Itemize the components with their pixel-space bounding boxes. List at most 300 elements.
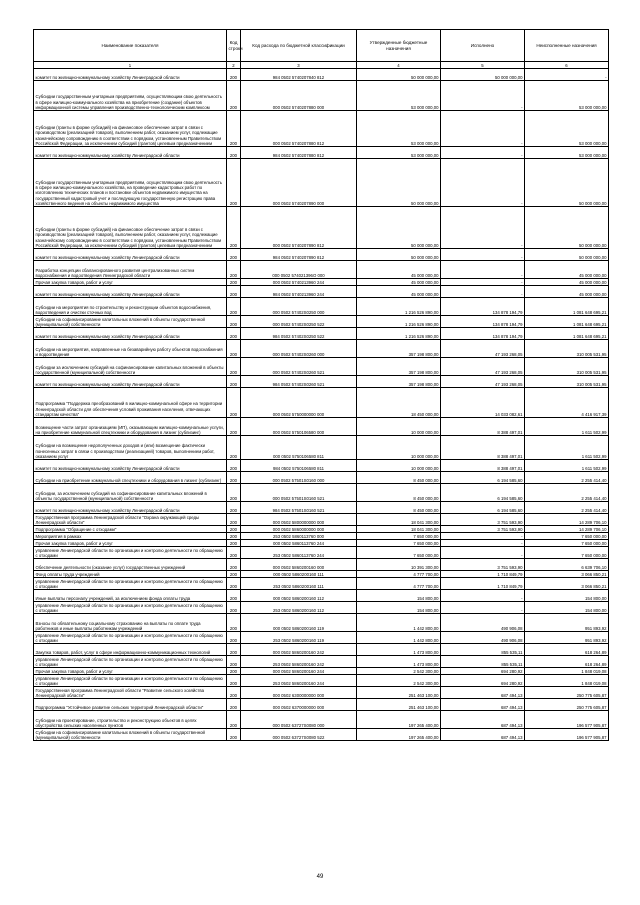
table-row bbox=[34, 69, 609, 81]
row-unexecuted: 1 848 019,08 bbox=[525, 668, 609, 675]
table-row bbox=[34, 578, 609, 590]
row-executed: - bbox=[441, 547, 525, 559]
row-executed: - bbox=[441, 159, 525, 207]
row-unexecuted: 6 639 706,10 bbox=[525, 559, 609, 571]
row-expense-code: 984 0502 5740207840 812 bbox=[241, 69, 357, 81]
header-approved: Утвержденные бюджетные назначения bbox=[357, 30, 441, 62]
table-row bbox=[34, 328, 609, 340]
row-unexecuted: 1 611 502,99 bbox=[525, 436, 609, 460]
row-expense-code: 000 0502 57402S0260 000 bbox=[241, 340, 357, 358]
row-name: комитет по жилищно-коммунальному хозяйству Ленинградской области bbox=[34, 460, 227, 472]
row-line-code: 200 bbox=[227, 632, 241, 644]
row-line-code: 200 bbox=[227, 358, 241, 376]
row-approved: 10 000 000,00 bbox=[357, 418, 441, 436]
row-executed: 8 388 497,01 bbox=[441, 460, 525, 472]
row-line-code: 200 bbox=[227, 261, 241, 279]
table-row bbox=[34, 559, 609, 571]
column-number-row bbox=[34, 62, 609, 69]
row-line-code: 200 bbox=[227, 675, 241, 687]
row-line-code: 200 bbox=[227, 590, 241, 602]
row-name: Субсидии, за исключением субсидий на софинансирование капитальных вложений в объекты государственной (муниципальной) собственности bbox=[34, 484, 227, 502]
table-row bbox=[34, 484, 609, 502]
row-approved: 50 000 000,00 bbox=[357, 159, 441, 207]
row-executed: - bbox=[441, 207, 525, 249]
row-line-code: 200 bbox=[227, 729, 241, 741]
table-row bbox=[34, 261, 609, 279]
row-name: Прочая закупка товаров, работ и услуг bbox=[34, 668, 227, 675]
row-unexecuted: 1 848 019,08 bbox=[525, 675, 609, 687]
row-unexecuted: 1 611 502,99 bbox=[525, 460, 609, 472]
row-unexecuted: 1 611 502,99 bbox=[525, 418, 609, 436]
row-approved: 1 442 800,00 bbox=[357, 614, 441, 632]
row-line-code: 200 bbox=[227, 316, 241, 328]
row-name: Субсидии за исключением субсидий на софинансирование капитальных вложений в объекты государственной (муниципальной) собственности bbox=[34, 358, 227, 376]
header-unexecuted: Неисполненные назначения bbox=[525, 30, 609, 62]
row-unexecuted: 7 650 000,00 bbox=[525, 547, 609, 559]
table-row bbox=[34, 249, 609, 261]
row-approved: 7 650 000,00 bbox=[357, 540, 441, 547]
row-name: Мероприятия в рамках bbox=[34, 533, 227, 540]
row-name: Подпрограмма "Поддержка преобразований в жилищно-коммунальной сфере на территории Ленинградской области для обеспечения условий проживания населения, отвечающих стандартам качества" bbox=[34, 388, 227, 418]
table-body bbox=[34, 69, 609, 741]
row-line-code: 200 bbox=[227, 526, 241, 533]
row-unexecuted: 196 577 905,87 bbox=[525, 711, 609, 729]
row-executed: 8 388 497,01 bbox=[441, 436, 525, 460]
row-line-code: 200 bbox=[227, 578, 241, 590]
row-expense-code: 000 0502 57402S0260 521 bbox=[241, 358, 357, 376]
table-row bbox=[34, 418, 609, 436]
row-expense-code: 000 0502 5860200160 112 bbox=[241, 590, 357, 602]
row-unexecuted: 310 005 531,95 bbox=[525, 340, 609, 358]
row-executed: - bbox=[441, 81, 525, 111]
row-approved: 7 650 000,00 bbox=[357, 547, 441, 559]
row-unexecuted: 310 005 531,95 bbox=[525, 358, 609, 376]
row-executed: 47 193 268,05 bbox=[441, 376, 525, 388]
row-name: комитет по жилищно-коммунальному хозяйству Ленинградской области bbox=[34, 328, 227, 340]
row-name: Субсидии государственным унитарным предприятиям, осуществляющим свою деятельность в сфере жилищно-коммунального хозяйства на приобретение (создание) объектов информационной системы управления производственно-технологическим комплексом bbox=[34, 81, 227, 111]
row-name: комитет по жилищно-коммунальному хозяйству Ленинградской области bbox=[34, 249, 227, 261]
row-expense-code: 000 0502 5860000000 000 bbox=[241, 526, 357, 533]
row-expense-code: 000 0502 5800000000 000 bbox=[241, 514, 357, 526]
table-row bbox=[34, 614, 609, 632]
row-line-code: 200 bbox=[227, 514, 241, 526]
row-executed: 134 878 194,79 bbox=[441, 316, 525, 328]
row-approved: 251 463 100,00 bbox=[357, 699, 441, 711]
row-name: Субсидии на мероприятия по строительству и реконструкции объектов водоснабжения, водоотведения и очистки сточных вод bbox=[34, 298, 227, 316]
row-name: Государственная программа Ленинградской области "Охрана окружающей среды Ленинградской области" bbox=[34, 514, 227, 526]
row-executed: 687 494,13 bbox=[441, 687, 525, 699]
row-expense-code: 984 0502 5740207880 812 bbox=[241, 147, 357, 159]
row-approved: 154 800,00 bbox=[357, 590, 441, 602]
row-name: управление Ленинградской области по организации и контролю деятельности по обращению с отходами bbox=[34, 632, 227, 644]
row-executed: 134 878 194,79 bbox=[441, 298, 525, 316]
row-unexecuted: 951 893,92 bbox=[525, 632, 609, 644]
table-row bbox=[34, 316, 609, 328]
table-row bbox=[34, 111, 609, 147]
row-name: Субсидии на мероприятия, направленные на безаварийную работу объектов водоснабжения и водоотведения bbox=[34, 340, 227, 358]
table-row bbox=[34, 656, 609, 668]
column-number: 3 bbox=[241, 62, 357, 69]
row-line-code: 200 bbox=[227, 460, 241, 472]
row-executed: - bbox=[441, 111, 525, 147]
row-expense-code: 000 0502 57402S0250 522 bbox=[241, 316, 357, 328]
row-approved: 18 041 300,00 bbox=[357, 514, 441, 526]
row-expense-code: 984 0502 5740207890 812 bbox=[241, 249, 357, 261]
row-line-code: 200 bbox=[227, 533, 241, 540]
row-line-code: 200 bbox=[227, 418, 241, 436]
row-name: Иные выплаты персоналу учреждений, за исключением фонда оплаты труда bbox=[34, 590, 227, 602]
row-name: Подпрограмма "Устойчивое развитие сельских территорий Ленинградской области" bbox=[34, 699, 227, 711]
row-name: Фонд оплаты труда учреждений bbox=[34, 571, 227, 578]
row-line-code: 200 bbox=[227, 69, 241, 81]
row-name: комитет по жилищно-коммунальному хозяйству Ленинградской области bbox=[34, 69, 227, 81]
table-row bbox=[34, 358, 609, 376]
row-expense-code: 000 0502 5750106580 811 bbox=[241, 436, 357, 460]
row-line-code: 200 bbox=[227, 602, 241, 614]
row-executed: 694 280,92 bbox=[441, 675, 525, 687]
row-executed: 1 710 849,79 bbox=[441, 578, 525, 590]
row-line-code: 200 bbox=[227, 571, 241, 578]
row-line-code: 200 bbox=[227, 279, 241, 286]
row-name: комитет по жилищно-коммунальному хозяйству Ленинградской области bbox=[34, 502, 227, 514]
row-expense-code: 000 0502 5860200160 000 bbox=[241, 559, 357, 571]
row-approved: 1 442 800,00 bbox=[357, 632, 441, 644]
row-name: Субсидии (гранты в форме субсидий) на финансовое обеспечение затрат в связи с производством (реализацией товаров), выполнением работ, оказанием услуг, подлежащие казначейскому сопровождению в соответствии с порядком, установленным Правительством Российской Федерации, за исключением субсидий (грантов) целевым предназначением bbox=[34, 111, 227, 147]
row-approved: 45 000 000,00 bbox=[357, 261, 441, 279]
row-name: Субсидии государственным унитарным предприятиям, осуществляющим свою деятельность в сфере жилищно-коммунального хозяйства, на проведение кадастровых работ по изготовлению технических планов и постановке объектов недвижимого имущества на государственный кадастровый учет и последующую государственную регистрацию права хозяйственного ведения на объекты недвижимого имущества bbox=[34, 159, 227, 207]
row-unexecuted: 3 066 850,21 bbox=[525, 571, 609, 578]
row-expense-code: 984 0502 57501S0160 521 bbox=[241, 502, 357, 514]
row-approved: 7 650 000,00 bbox=[357, 533, 441, 540]
table-row bbox=[34, 632, 609, 644]
row-unexecuted: 2 255 414,40 bbox=[525, 502, 609, 514]
row-approved: 45 000 000,00 bbox=[357, 279, 441, 286]
row-expense-code: 253 0502 5860200160 111 bbox=[241, 578, 357, 590]
row-line-code: 200 bbox=[227, 699, 241, 711]
table-row bbox=[34, 729, 609, 741]
row-name: Прочая закупка товаров, работ и услуг bbox=[34, 540, 227, 547]
row-executed: - bbox=[441, 249, 525, 261]
table-row bbox=[34, 711, 609, 729]
table-row bbox=[34, 540, 609, 547]
header-expense-code: Код расхода по бюджетной классификации bbox=[241, 30, 357, 62]
row-unexecuted: 154 800,00 bbox=[525, 602, 609, 614]
row-name: Разработка концепции сбалансированного развития централизованных систем водоснабжения и водоотведения Ленинградской области bbox=[34, 261, 227, 279]
row-approved: 1 473 800,00 bbox=[357, 644, 441, 656]
table-row bbox=[34, 526, 609, 533]
row-executed: - bbox=[441, 590, 525, 602]
row-name: управление Ленинградской области по организации и контролю деятельности по обращению с отходами bbox=[34, 602, 227, 614]
row-approved: 1 473 800,00 bbox=[357, 656, 441, 668]
row-unexecuted: 196 577 905,87 bbox=[525, 729, 609, 741]
row-executed: 687 494,13 bbox=[441, 729, 525, 741]
column-number: 1 bbox=[34, 62, 227, 69]
row-name: Субсидии на софинансирование капитальных вложений в объекты государственной (муниципальной) собственности bbox=[34, 729, 227, 741]
row-name: комитет по жилищно-коммунальному хозяйству Ленинградской области bbox=[34, 286, 227, 298]
row-line-code: 200 bbox=[227, 340, 241, 358]
row-approved: 197 265 400,00 bbox=[357, 711, 441, 729]
row-approved: 357 198 800,00 bbox=[357, 376, 441, 388]
table-row bbox=[34, 279, 609, 286]
row-unexecuted: 154 800,00 bbox=[525, 590, 609, 602]
row-approved: 18 041 300,00 bbox=[357, 526, 441, 533]
table-row bbox=[34, 590, 609, 602]
row-unexecuted: 50 000 000,00 bbox=[525, 249, 609, 261]
row-line-code: 200 bbox=[227, 559, 241, 571]
row-unexecuted: 7 650 000,00 bbox=[525, 533, 609, 540]
row-name: Субсидии на проектирование, строительство и реконструкцию объектов в целях обустройства сельских населенных пунктов bbox=[34, 711, 227, 729]
row-unexecuted: 45 000 000,00 bbox=[525, 261, 609, 279]
table-row bbox=[34, 602, 609, 614]
row-executed: 3 751 593,90 bbox=[441, 559, 525, 571]
table-row bbox=[34, 547, 609, 559]
row-unexecuted: 14 289 706,10 bbox=[525, 514, 609, 526]
row-line-code: 200 bbox=[227, 656, 241, 668]
row-approved: 8 450 000,00 bbox=[357, 502, 441, 514]
row-approved: 2 542 300,00 bbox=[357, 675, 441, 687]
row-unexecuted: 250 775 605,87 bbox=[525, 687, 609, 699]
row-line-code: 200 bbox=[227, 249, 241, 261]
row-executed: - bbox=[441, 261, 525, 279]
row-line-code: 200 bbox=[227, 614, 241, 632]
row-approved: 357 198 800,00 bbox=[357, 340, 441, 358]
row-executed: 1 710 849,79 bbox=[441, 571, 525, 578]
table-row bbox=[34, 388, 609, 418]
row-approved: 197 265 400,00 bbox=[357, 729, 441, 741]
row-unexecuted: 2 255 414,40 bbox=[525, 484, 609, 502]
row-name: Подпрограмма "Обращение с отходами" bbox=[34, 526, 227, 533]
row-expense-code: 000 0502 5740207880 000 bbox=[241, 81, 357, 111]
row-expense-code: 253 0502 5860200160 244 bbox=[241, 675, 357, 687]
row-executed: 490 906,08 bbox=[441, 632, 525, 644]
row-executed: 6 194 585,60 bbox=[441, 502, 525, 514]
row-expense-code: 984 0502 5750106580 811 bbox=[241, 460, 357, 472]
table-row bbox=[34, 298, 609, 316]
table-row bbox=[34, 668, 609, 675]
table-row bbox=[34, 502, 609, 514]
row-executed: - bbox=[441, 602, 525, 614]
row-expense-code: 000 0502 5860200160 111 bbox=[241, 571, 357, 578]
row-line-code: 200 bbox=[227, 111, 241, 147]
table-row bbox=[34, 147, 609, 159]
row-expense-code: 000 0502 5740213960 244 bbox=[241, 279, 357, 286]
row-approved: 8 450 000,00 bbox=[357, 484, 441, 502]
row-approved: 10 000 000,00 bbox=[357, 460, 441, 472]
row-expense-code: 000 0502 63727S0080 522 bbox=[241, 729, 357, 741]
row-executed: 687 494,13 bbox=[441, 699, 525, 711]
table-row bbox=[34, 514, 609, 526]
row-unexecuted: 45 000 000,00 bbox=[525, 279, 609, 286]
row-approved: 45 000 000,00 bbox=[357, 286, 441, 298]
row-expense-code: 253 0502 5860200160 242 bbox=[241, 656, 357, 668]
row-expense-code: 000 0502 5750000000 000 bbox=[241, 388, 357, 418]
row-executed: 134 878 194,79 bbox=[441, 328, 525, 340]
row-executed: 3 751 593,90 bbox=[441, 526, 525, 533]
row-expense-code: 000 0502 57501S0160 000 bbox=[241, 472, 357, 484]
row-name: Субсидии (гранты в форме субсидий) на финансовое обеспечение затрат в связи с производством (реализацией товаров), выполнением работ, оказанием услуг, подлежащие казначейскому сопровождению в соответствии с порядком, установленным Правительством Российской Федерации, за исключением субсидий (грантов) целевым предназначением bbox=[34, 207, 227, 249]
row-expense-code: 253 0502 5860113760 244 bbox=[241, 547, 357, 559]
table-row bbox=[34, 207, 609, 249]
row-approved: 251 463 100,00 bbox=[357, 687, 441, 699]
row-executed: - bbox=[441, 279, 525, 286]
row-expense-code: 253 0502 5860200160 112 bbox=[241, 602, 357, 614]
row-approved: 50 000 000,00 bbox=[357, 207, 441, 249]
row-expense-code: 000 0502 5750106580 000 bbox=[241, 418, 357, 436]
table-row bbox=[34, 340, 609, 358]
row-name: Субсидии на возмещение недополученных доходов и (или) возмещение фактически понесенных затрат в связи с производством (реализацией) товаров, выполнением работ, оказанием услуг bbox=[34, 436, 227, 460]
row-unexecuted: 3 066 850,21 bbox=[525, 578, 609, 590]
row-approved: 53 000 000,00 bbox=[357, 111, 441, 147]
row-line-code: 200 bbox=[227, 376, 241, 388]
row-executed: - bbox=[441, 540, 525, 547]
row-executed: 47 193 268,05 bbox=[441, 358, 525, 376]
row-line-code: 200 bbox=[227, 388, 241, 418]
row-line-code: 200 bbox=[227, 81, 241, 111]
row-approved: 1 216 526 890,00 bbox=[357, 328, 441, 340]
column-number: 2 bbox=[227, 62, 241, 69]
table-row bbox=[34, 687, 609, 699]
row-executed: - bbox=[441, 286, 525, 298]
row-line-code: 200 bbox=[227, 436, 241, 460]
row-executed: 855 535,11 bbox=[441, 656, 525, 668]
row-expense-code: 000 0502 5860113760 244 bbox=[241, 540, 357, 547]
row-expense-code: 000 0502 5740207880 812 bbox=[241, 111, 357, 147]
row-approved: 1 216 526 890,00 bbox=[357, 298, 441, 316]
row-executed: 50 000 000,00 bbox=[441, 69, 525, 81]
row-executed: 3 751 593,90 bbox=[441, 514, 525, 526]
row-expense-code: 000 0502 57501S0160 521 bbox=[241, 484, 357, 502]
row-line-code: 200 bbox=[227, 159, 241, 207]
row-expense-code: 000 0502 5860200160 119 bbox=[241, 614, 357, 632]
row-name: Возмещение части затрат организациям (ИП), оказывающим жилищно-коммунальные услуги, на приобретение коммунальной спецтехники и оборудования в лизинг (сублизинг) bbox=[34, 418, 227, 436]
column-number: 5 bbox=[441, 62, 525, 69]
row-unexecuted: 4 416 917,39 bbox=[525, 388, 609, 418]
table-row bbox=[34, 159, 609, 207]
row-line-code: 200 bbox=[227, 286, 241, 298]
header-executed: Исполнено bbox=[441, 30, 525, 62]
row-approved: 50 000 000,00 bbox=[357, 249, 441, 261]
row-expense-code: 000 0502 5740207890 000 bbox=[241, 159, 357, 207]
row-line-code: 200 bbox=[227, 484, 241, 502]
row-unexecuted: - bbox=[525, 69, 609, 81]
row-approved: 10 391 300,00 bbox=[357, 559, 441, 571]
row-executed: 855 535,11 bbox=[441, 644, 525, 656]
row-expense-code: 984 0502 57402S0260 521 bbox=[241, 376, 357, 388]
row-unexecuted: 250 775 605,87 bbox=[525, 699, 609, 711]
row-line-code: 200 bbox=[227, 472, 241, 484]
row-expense-code: 000 0502 6370000000 000 bbox=[241, 699, 357, 711]
row-unexecuted: 53 000 000,00 bbox=[525, 111, 609, 147]
row-executed: 490 906,08 bbox=[441, 614, 525, 632]
table-row bbox=[34, 644, 609, 656]
row-unexecuted: 618 264,89 bbox=[525, 656, 609, 668]
row-line-code: 200 bbox=[227, 147, 241, 159]
row-expense-code: 000 0502 57402S0250 000 bbox=[241, 298, 357, 316]
row-expense-code: 984 0502 57402S0250 522 bbox=[241, 328, 357, 340]
row-name: управление Ленинградской области по организации и контролю деятельности по обращению с отходами bbox=[34, 656, 227, 668]
row-unexecuted: 53 000 000,00 bbox=[525, 147, 609, 159]
row-name: управление Ленинградской области по организации и контролю деятельности по обращению с отходами bbox=[34, 675, 227, 687]
row-name: управление Ленинградской области по организации и контролю деятельности по обращению с отходами bbox=[34, 578, 227, 590]
table-row bbox=[34, 699, 609, 711]
table-row bbox=[34, 571, 609, 578]
row-name: комитет по жилищно-коммунальному хозяйству Ленинградской области bbox=[34, 376, 227, 388]
table-header-row bbox=[34, 30, 609, 62]
row-name: Обеспечение деятельности (оказание услуг) государственных учреждений bbox=[34, 559, 227, 571]
table-row bbox=[34, 81, 609, 111]
row-line-code: 200 bbox=[227, 502, 241, 514]
table-row bbox=[34, 376, 609, 388]
table-row bbox=[34, 533, 609, 540]
column-number: 6 bbox=[525, 62, 609, 69]
row-unexecuted: 310 005 531,95 bbox=[525, 376, 609, 388]
row-executed: 694 280,92 bbox=[441, 668, 525, 675]
budget-execution-table bbox=[33, 29, 609, 741]
row-executed: 687 494,13 bbox=[441, 711, 525, 729]
table-row bbox=[34, 675, 609, 687]
row-line-code: 200 bbox=[227, 687, 241, 699]
budget-sheet bbox=[33, 29, 608, 741]
header-line-code: Код строки bbox=[227, 30, 241, 62]
row-expense-code: 000 0502 63727S0080 000 bbox=[241, 711, 357, 729]
row-unexecuted: 618 264,89 bbox=[525, 644, 609, 656]
row-unexecuted: 1 081 648 695,21 bbox=[525, 298, 609, 316]
row-line-code: 200 bbox=[227, 328, 241, 340]
row-line-code: 200 bbox=[227, 547, 241, 559]
row-executed: 8 388 497,01 bbox=[441, 418, 525, 436]
row-approved: 154 800,00 bbox=[357, 602, 441, 614]
row-expense-code: 000 0502 5740207890 812 bbox=[241, 207, 357, 249]
row-expense-code: 000 0502 6300000000 000 bbox=[241, 687, 357, 699]
row-executed: 14 033 082,61 bbox=[441, 388, 525, 418]
row-unexecuted: 50 000 000,00 bbox=[525, 207, 609, 249]
row-approved: 2 542 300,00 bbox=[357, 668, 441, 675]
row-expense-code: 000 0502 5860200160 242 bbox=[241, 644, 357, 656]
table-row bbox=[34, 436, 609, 460]
row-expense-code: 253 0502 5860200160 119 bbox=[241, 632, 357, 644]
row-unexecuted: 14 289 706,10 bbox=[525, 526, 609, 533]
row-unexecuted: 1 081 648 695,21 bbox=[525, 328, 609, 340]
row-unexecuted: 7 650 000,00 bbox=[525, 540, 609, 547]
row-line-code: 200 bbox=[227, 668, 241, 675]
row-approved: 53 000 000,00 bbox=[357, 147, 441, 159]
row-name: Прочая закупка товаров, работ и услуг bbox=[34, 279, 227, 286]
row-expense-code: 000 0502 5860200160 244 bbox=[241, 668, 357, 675]
row-approved: 53 000 000,00 bbox=[357, 81, 441, 111]
row-name: Закупка товаров, работ, услуг в сфере информационно-коммуникационных технологий bbox=[34, 644, 227, 656]
row-executed: 6 194 585,60 bbox=[441, 484, 525, 502]
row-approved: 8 450 000,00 bbox=[357, 472, 441, 484]
row-line-code: 200 bbox=[227, 298, 241, 316]
row-unexecuted: 50 000 000,00 bbox=[525, 159, 609, 207]
row-executed: 47 193 268,05 bbox=[441, 340, 525, 358]
row-line-code: 200 bbox=[227, 540, 241, 547]
row-approved: 357 198 800,00 bbox=[357, 358, 441, 376]
row-unexecuted: 2 255 414,40 bbox=[525, 472, 609, 484]
table-row bbox=[34, 460, 609, 472]
row-executed: 6 194 585,60 bbox=[441, 472, 525, 484]
row-expense-code: 984 0502 5740213960 244 bbox=[241, 286, 357, 298]
row-unexecuted: 951 893,92 bbox=[525, 614, 609, 632]
row-name: Взносы по обязательному социальному страхованию на выплаты по оплате труда работников и иные выплаты работникам учреждений bbox=[34, 614, 227, 632]
row-approved: 18 450 000,00 bbox=[357, 388, 441, 418]
row-line-code: 200 bbox=[227, 711, 241, 729]
row-expense-code: 253 0502 5860113760 000 bbox=[241, 533, 357, 540]
row-name: управление Ленинградской области по организации и контролю деятельности по обращению с отходами bbox=[34, 547, 227, 559]
row-executed: - bbox=[441, 533, 525, 540]
row-approved: 50 000 000,00 bbox=[357, 69, 441, 81]
row-approved: 4 777 700,00 bbox=[357, 578, 441, 590]
